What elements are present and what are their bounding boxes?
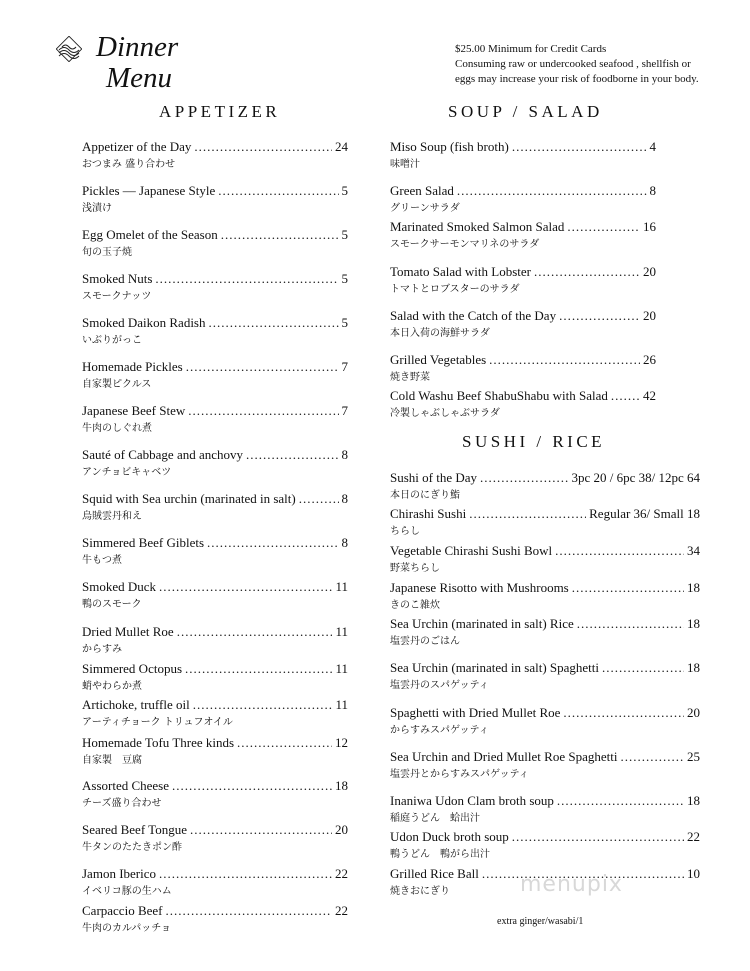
menu-item	[82, 661, 348, 693]
item-price: 18	[687, 793, 700, 808]
leader-dots	[512, 139, 647, 155]
item-japanese-name: 稲庭うどん 蛤出汁	[390, 813, 480, 824]
title-line-2: Menu	[106, 62, 173, 94]
item-name: Dried Mullet Roe	[82, 624, 174, 639]
item-japanese-name: イベリコ豚の生ハム	[82, 886, 172, 897]
leader-dots	[193, 697, 333, 713]
menu-item	[390, 660, 700, 692]
item-japanese-name: 自家製ピクルス	[82, 379, 152, 390]
leader-dots	[218, 183, 338, 199]
menu-item	[390, 219, 656, 251]
item-name: Egg Omelet of the Season	[82, 227, 218, 242]
item-japanese-name: 自家製 豆腐	[82, 755, 142, 766]
leader-dots	[155, 271, 338, 287]
menu-title	[96, 32, 178, 94]
item-price: 7	[341, 359, 348, 374]
item-price: 18	[687, 660, 700, 675]
watermark-logo: menupix	[520, 872, 623, 897]
leader-dots	[188, 403, 338, 419]
leader-dots	[165, 903, 332, 919]
menu-item	[82, 735, 348, 767]
item-price: 20	[335, 822, 348, 837]
item-price: 18	[687, 616, 700, 631]
menu-item	[390, 264, 656, 296]
leader-dots	[246, 447, 338, 463]
item-name: Japanese Beef Stew	[82, 403, 186, 418]
notice-line-2: Consuming raw or undercooked seafood , shellfish or	[455, 58, 691, 70]
item-name: Sea Urchin (marinated in salt) Spaghetti	[390, 660, 600, 675]
item-name: Artichoke, truffle oil	[82, 697, 190, 712]
item-price: 18	[687, 580, 700, 595]
extras-note: extra ginger/wasabi/1	[497, 916, 584, 927]
item-price: 11	[335, 661, 348, 676]
item-price: 5	[341, 227, 348, 242]
item-name: Homemade Pickles	[82, 359, 183, 374]
menu-item	[82, 403, 348, 435]
item-japanese-name: 牛肉のカルパッチョ	[82, 923, 171, 934]
item-price: 24	[335, 139, 348, 154]
item-price: 22	[335, 866, 348, 881]
item-name: Udon Duck broth soup	[390, 829, 509, 844]
item-name: Cold Washu Beef ShabuShabu with Salad	[390, 388, 608, 403]
item-price: 5	[341, 271, 348, 286]
item-japanese-name: 浅漬け	[82, 203, 112, 214]
leader-dots	[172, 778, 332, 794]
section-heading-sushi-rice: SUSHI / RICE	[462, 432, 606, 451]
item-name: Simmered Octopus	[82, 661, 183, 676]
notice-line-3: eggs may increase your risk of foodborne in your body.	[455, 73, 699, 85]
item-name: Jamon Iberico	[82, 866, 157, 881]
leader-dots	[602, 660, 684, 676]
item-japanese-name: グリーンサラダ	[390, 203, 460, 214]
section-heading-appetizer: APPETIZER	[159, 102, 281, 121]
menu-item	[390, 543, 700, 575]
menu-item	[82, 491, 348, 523]
item-name: Grilled Vegetables	[390, 352, 487, 367]
menu-item	[82, 271, 348, 303]
menu-item	[390, 308, 656, 340]
item-name: Appetizer of the Day	[82, 139, 192, 154]
item-japanese-name: 蛸やわらか煮	[82, 681, 142, 692]
menu-item	[82, 315, 348, 347]
item-japanese-name: 牛タンのたたきポン酢	[82, 842, 182, 853]
item-price: 3pc 20 / 6pc 38/ 12pc 64	[571, 470, 700, 485]
item-name: Miso Soup (fish broth)	[390, 139, 509, 154]
item-price: 25	[687, 749, 700, 764]
item-name: Sea Urchin (marinated in salt) Rice	[390, 616, 574, 631]
item-price: 34	[687, 543, 700, 558]
item-japanese-name: 鴨のスモーク	[82, 599, 142, 610]
menu-item	[390, 829, 700, 861]
leader-dots	[209, 315, 339, 331]
item-name: Simmered Beef Giblets	[82, 535, 205, 550]
menu-item	[390, 749, 700, 781]
menu-item	[82, 359, 348, 391]
item-japanese-name: アーティチョーク トリュフオイル	[82, 717, 233, 728]
item-price: 12	[335, 735, 348, 750]
leader-dots	[512, 829, 684, 845]
leader-dots	[567, 219, 640, 235]
leader-dots	[563, 705, 684, 721]
leader-dots	[159, 866, 332, 882]
item-price: 11	[335, 579, 348, 594]
item-japanese-name: 焼き野菜	[390, 372, 430, 383]
credit-card-notice	[455, 42, 699, 87]
item-name: Carpaccio Beef	[82, 903, 163, 918]
leader-dots	[159, 579, 332, 595]
item-japanese-name: スモークサーモンマリネのサラダ	[390, 239, 540, 250]
item-price: 8	[341, 447, 348, 462]
item-price: 5	[341, 183, 348, 198]
item-japanese-name: 塩雲丹のごはん	[390, 636, 460, 647]
item-japanese-name: 牛もつ煮	[82, 555, 122, 566]
menu-item	[82, 624, 348, 656]
item-price: 5	[341, 315, 348, 330]
menu-item	[82, 866, 348, 898]
item-name: Squid with Sea urchin (marinated in salt)	[82, 491, 296, 506]
item-price: 7	[341, 403, 348, 418]
section-heading-soup-salad: SOUP / SALAD	[448, 102, 603, 121]
item-name: Vegetable Chirashi Sushi Bowl	[390, 543, 553, 558]
item-japanese-name: からすみ	[82, 644, 122, 655]
item-price: 11	[335, 624, 348, 639]
leader-dots	[185, 661, 332, 677]
menu-item	[82, 139, 348, 171]
menu-item	[390, 470, 700, 502]
item-price: 26	[643, 352, 656, 367]
item-name: Marinated Smoked Salmon Salad	[390, 219, 565, 234]
item-japanese-name: おつまみ 盛り合わせ	[82, 159, 176, 170]
item-name: Salad with the Catch of the Day	[390, 308, 557, 323]
item-name: Smoked Duck	[82, 579, 157, 594]
item-price: 22	[335, 903, 348, 918]
item-price: 42	[643, 388, 656, 403]
item-japanese-name: チーズ盛り合わせ	[82, 798, 162, 809]
item-price: 16	[643, 219, 656, 234]
notice-line-1: $25.00 Minimum for Credit Cards	[455, 43, 607, 55]
menu-item	[82, 579, 348, 611]
leader-dots	[207, 535, 338, 551]
leader-dots	[572, 580, 684, 596]
item-name: Assorted Cheese	[82, 778, 170, 793]
item-name: Tomato Salad with Lobster	[390, 264, 531, 279]
menu-item	[390, 388, 656, 420]
menu-item	[82, 903, 348, 935]
leader-dots	[534, 264, 640, 280]
menu-item	[390, 139, 656, 171]
item-japanese-name: きのこ雑炊	[390, 600, 440, 611]
menu-item	[390, 616, 700, 648]
leader-dots	[469, 506, 586, 522]
menu-item	[82, 535, 348, 567]
item-price: 22	[687, 829, 700, 844]
item-price: 20	[687, 705, 700, 720]
item-price: 8	[341, 491, 348, 506]
item-name: Smoked Daikon Radish	[82, 315, 206, 330]
item-name: Inaniwa Udon Clam broth soup	[390, 793, 554, 808]
leader-dots	[221, 227, 339, 243]
item-japanese-name: 本日のにぎり鮨	[390, 490, 460, 501]
item-name: Japanese Risotto with Mushrooms	[390, 580, 569, 595]
item-name: Homemade Tofu Three kinds	[82, 735, 235, 750]
leader-dots	[489, 352, 640, 368]
item-price: 11	[335, 697, 348, 712]
menu-item	[82, 697, 348, 729]
leader-dots	[190, 822, 332, 838]
item-japanese-name: 塩雲丹のスパゲッティ	[390, 680, 489, 691]
item-japanese-name: 烏賊雲丹和え	[82, 511, 142, 522]
item-price: 20	[643, 308, 656, 323]
item-japanese-name: 鴨うどん 鴨がら出汁	[390, 849, 490, 860]
item-name: Spaghetti with Dried Mullet Roe	[390, 705, 561, 720]
item-japanese-name: トマトとロブスターのサラダ	[390, 284, 520, 295]
leader-dots	[299, 491, 339, 507]
item-name: Sushi of the Day	[390, 470, 478, 485]
item-japanese-name: 冷製しゃぶしゃぶサラダ	[390, 408, 500, 419]
item-price: 18	[335, 778, 348, 793]
item-japanese-name: 味噌汁	[390, 159, 420, 170]
leader-dots	[577, 616, 684, 632]
item-name: Grilled Rice Ball	[390, 866, 479, 881]
menu-item	[82, 447, 348, 479]
leader-dots	[177, 624, 333, 640]
item-japanese-name: からすみスパゲッティ	[390, 725, 489, 736]
item-japanese-name: 焼きおにぎり	[390, 886, 450, 897]
leader-dots	[480, 470, 568, 486]
leader-dots	[457, 183, 647, 199]
item-japanese-name: 野菜ちらし	[390, 563, 440, 574]
menu-item	[390, 793, 700, 825]
item-price: 20	[643, 264, 656, 279]
leader-dots	[186, 359, 339, 375]
menu-item	[82, 778, 348, 810]
leader-dots	[620, 749, 684, 765]
menu-item	[390, 705, 700, 737]
item-name: Seared Beef Tongue	[82, 822, 187, 837]
menu-item	[390, 580, 700, 612]
leader-dots	[237, 735, 332, 751]
leader-dots	[555, 543, 684, 559]
menu-item	[82, 822, 348, 854]
item-name: Chirashi Sushi	[390, 506, 467, 521]
item-japanese-name: 本日入荷の海鮮サラダ	[390, 328, 490, 339]
leader-dots	[557, 793, 684, 809]
menu-item	[390, 183, 656, 215]
menu-item	[390, 506, 700, 538]
item-japanese-name: 旬の玉子焼	[82, 247, 132, 258]
item-name: Sea Urchin and Dried Mullet Roe Spaghetti	[390, 749, 618, 764]
item-price: 8	[341, 535, 348, 550]
menu-item	[390, 352, 656, 384]
item-japanese-name: ちらし	[390, 526, 420, 537]
item-price: 8	[649, 183, 656, 198]
menu-item	[82, 183, 348, 215]
wave-logo-icon	[56, 36, 82, 62]
leader-dots	[559, 308, 640, 324]
item-japanese-name: 牛肉のしぐれ煮	[82, 423, 152, 434]
item-japanese-name: スモークナッツ	[82, 291, 152, 302]
item-name: Pickles — Japanese Style	[82, 183, 216, 198]
leader-dots	[194, 139, 332, 155]
item-japanese-name: アンチョビキャベツ	[82, 467, 172, 478]
item-price: 10	[687, 866, 700, 881]
title-line-1: Dinner	[96, 31, 179, 63]
item-price: 4	[649, 139, 656, 154]
item-name: Green Salad	[390, 183, 454, 198]
item-japanese-name: 塩雲丹とからすみスパゲッティ	[390, 769, 529, 780]
item-name: Smoked Nuts	[82, 271, 153, 286]
leader-dots	[611, 388, 640, 404]
item-japanese-name: いぶりがっこ	[82, 335, 142, 346]
item-name: Sauté of Cabbage and anchovy	[82, 447, 244, 462]
item-price: Regular 36/ Small 18	[589, 506, 700, 521]
menu-item	[82, 227, 348, 259]
